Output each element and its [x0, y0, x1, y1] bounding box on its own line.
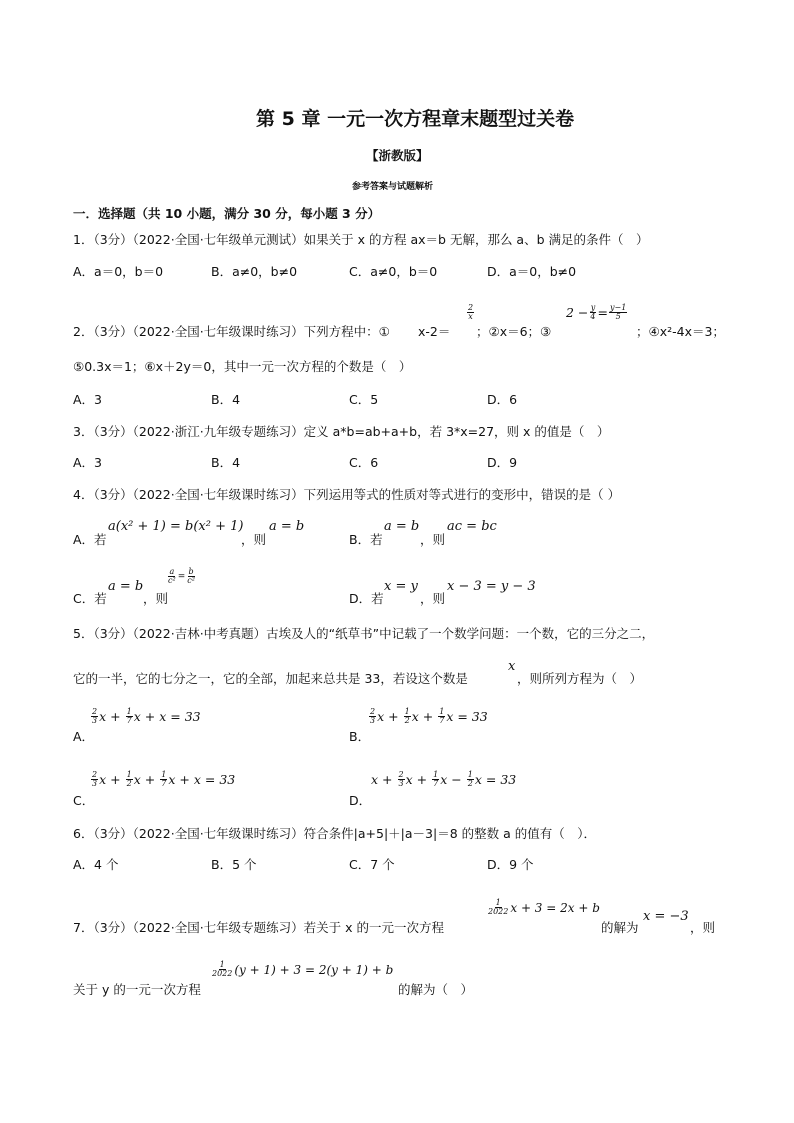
q2-option-a: A．3: [73, 392, 103, 407]
q5-option-d-equation: x + $\frac{2}{3}$ x + $\frac{1}{7}$ x − $\frac{1}{2}$ x = 33: [371, 770, 517, 788]
q2-option-c: C．5: [349, 392, 379, 407]
q4-option-d-result: x − 3 = y − 3: [447, 579, 536, 594]
section-heading: 一．选择题（共 10 小题，满分 30 分，每小题 3 分）: [73, 206, 381, 221]
q4-option-d-condition: x = y: [384, 579, 418, 594]
q6-option-b: B．5 个: [211, 857, 257, 872]
q1-option-c: C．a≠0，b＝0: [349, 264, 438, 279]
q2-option-b: B．4: [211, 392, 241, 407]
q1-option-a: A．a＝0，b＝0: [73, 264, 164, 279]
q3-option-b: B．4: [211, 455, 241, 470]
q5-option-c-equation: $\frac{2}{3}$ x + $\frac{1}{2}$ x + $\frac{1}{7}$ x + x = 33: [92, 770, 236, 788]
question-2-line1-d: ；④x²-4x＝3；: [636, 324, 725, 339]
q3-option-d: D．9: [487, 455, 518, 470]
q4-option-b-condition: a = b: [384, 519, 420, 534]
question-7-line1-b: 的解为: [601, 920, 639, 935]
q4-option-b-then: ，则: [420, 532, 446, 547]
question-1: 1．（3分）（2022·全国·七年级单元测试）如果关于 x 的方程 ax＝b 无解，那么 a、b 满足的条件（ ）: [73, 232, 649, 247]
page-title: 第 5 章 一元一次方程章末题型过关卷: [256, 108, 575, 130]
q1-option-d: D．a＝0，b≠0: [487, 264, 577, 279]
answer-subtitle: 参考答案与试题解析: [352, 182, 434, 192]
q4-option-b-result: ac = bc: [447, 519, 497, 534]
question-5-line2-b: ，则所列方程为（ ）: [517, 671, 643, 686]
q5-option-b-equation: $\frac{2}{3}$ x + $\frac{1}{2}$ x + $\frac{1}{7}$ x = 33: [370, 707, 488, 725]
edition-label: 【浙教版】: [366, 148, 429, 163]
question-2-line1-c: ；②x＝6；③: [476, 324, 552, 339]
question-2-line2: ⑤0.3x＝1；⑥x＋2y＝0，其中一元一次方程的个数是（ ）: [73, 359, 412, 374]
q1-option-b: B．a≠0，b≠0: [211, 264, 298, 279]
question-7-line1-c: ，则: [690, 920, 716, 935]
q7-equation-2: $\frac{1}{2022}$ (y + 1) + 3 = 2(y + 1) + b: [212, 960, 394, 978]
q4-option-c-condition: a = b: [108, 579, 144, 594]
q5-variable-x: x: [508, 659, 516, 674]
q4-option-c-then: ，则: [143, 591, 169, 606]
question-4: 4．（3分）（2022·全国·七年级课时练习）下列运用等式的性质对等式进行的变形中，错误的是（ ）: [73, 487, 621, 502]
q5-option-a-label: A．: [73, 729, 95, 744]
q7-equation-1: $\frac{1}{2022}$ x + 3 = 2x + b: [488, 898, 600, 916]
q4-option-c-result: $\frac{a}{\text{c²}}$ = $\frac{b}{\text{c²}}$: [168, 567, 195, 585]
q7-solution: x = −3: [643, 909, 689, 924]
q4-option-a-lead: A．若: [73, 532, 107, 547]
question-7-line1-a: 7．（3分）（2022·全国·七年级专题练习）若关于 x 的一元一次方程: [73, 920, 445, 935]
q4-option-b-lead: B．若: [349, 532, 383, 547]
q6-option-d: D．9 个: [487, 857, 534, 872]
q2-option-d: D．6: [487, 392, 518, 407]
question-7-line2-b: 的解为（ ）: [398, 982, 474, 997]
q4-option-a-then: ，则: [241, 532, 267, 547]
question-7-line2-a: 关于 y 的一元一次方程: [73, 982, 201, 997]
question-5-line2-a: 它的一半，它的七分之一，它的全部，加起来总共是 33，若设这个数是: [73, 671, 468, 686]
q4-option-d-then: ，则: [420, 591, 446, 606]
question-3: 3．（3分）（2022·浙江·九年级专题练习）定义 a*b=ab+a+b，若 3*x=27，则 x 的值是（ ）: [73, 424, 610, 439]
q6-option-a: A．4 个: [73, 857, 119, 872]
q5-option-d-label: D．: [349, 793, 372, 808]
q5-option-c-label: C．: [73, 793, 95, 808]
question-6: 6．（3分）（2022·全国·七年级课时练习）符合条件|a+5|＋|a－3|＝8 的整数 a 的值有（ ）．: [73, 826, 596, 841]
q4-option-c-lead: C．若: [73, 591, 107, 606]
q5-option-b-label: B．: [349, 729, 371, 744]
q5-option-a-equation: $\frac{2}{3}$ x + $\frac{1}{7}$ x + x = 33: [92, 707, 201, 725]
q3-option-a: A．3: [73, 455, 103, 470]
q2-equation-3: 2 − $\frac{y}{4}$ = $\frac{y-1}{5}$: [566, 303, 627, 321]
q4-option-a-condition: a(x² + 1) = b(x² + 1): [108, 519, 244, 534]
q2-fraction-2-over-x: $\frac{2}{x}$: [468, 303, 474, 321]
question-2-line1-a: 2．（3分）（2022·全国·七年级课时练习）下列方程中：①: [73, 324, 390, 339]
question-5-line1: 5．（3分）（2022·吉林·中考真题）古埃及人的“纸草书”中记载了一个数学问题：一个数，它的三分之二，: [73, 626, 655, 641]
question-2-line1-b: x-2＝: [418, 324, 451, 339]
q4-option-d-lead: D．若: [349, 591, 384, 606]
q6-option-c: C．7 个: [349, 857, 395, 872]
q3-option-c: C．6: [349, 455, 379, 470]
q4-option-a-result: a = b: [269, 519, 305, 534]
